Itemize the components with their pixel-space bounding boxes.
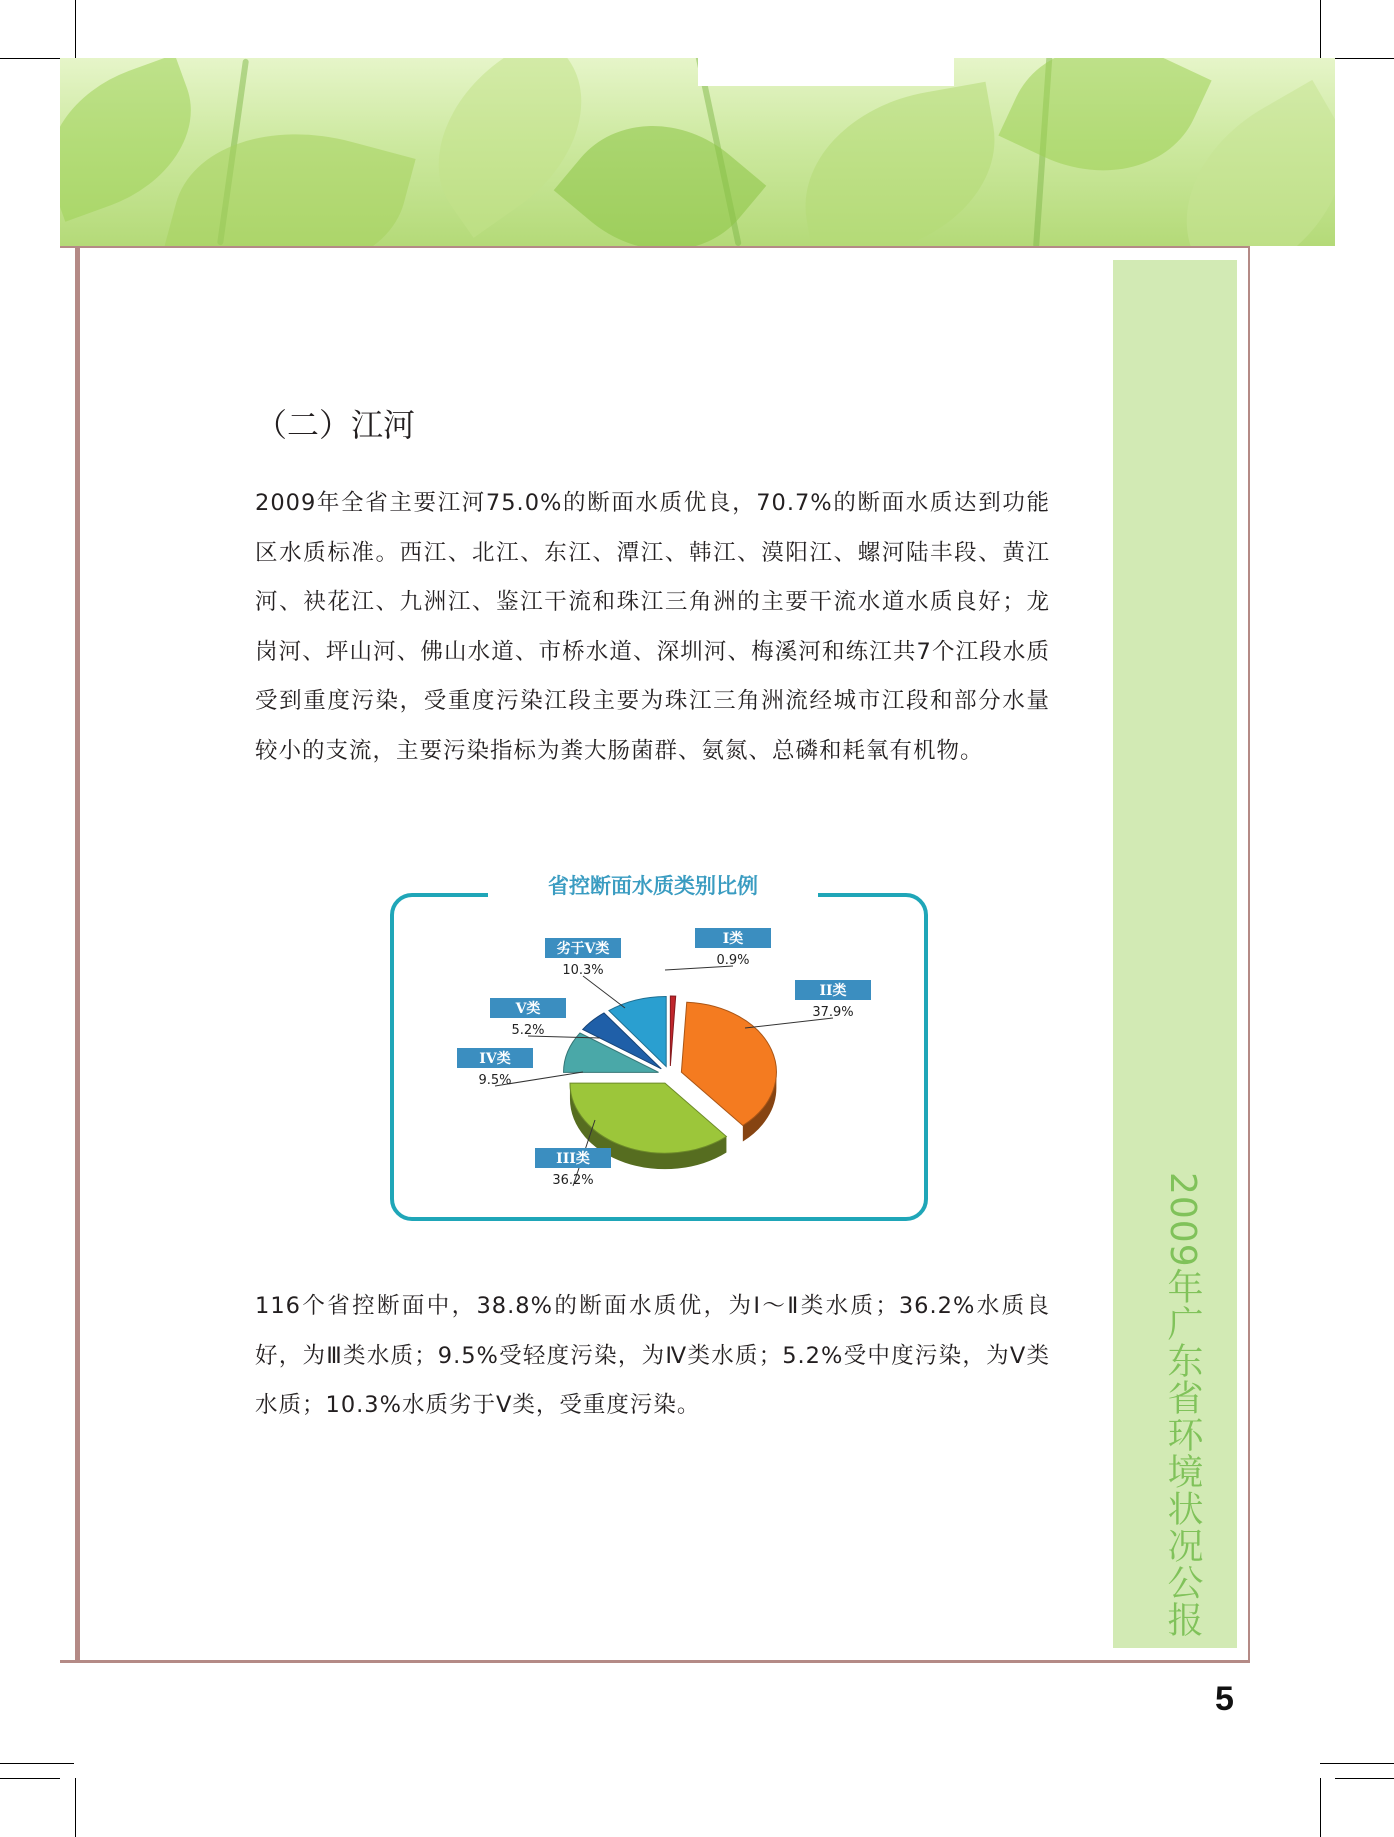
- pie-chart: [395, 900, 915, 1210]
- category-label-class-iii: III类: [556, 1151, 590, 1167]
- crop-mark: [1320, 1763, 1394, 1764]
- category-label-class-ii: II类: [819, 983, 847, 999]
- crop-mark: [0, 1763, 74, 1764]
- page-number: 5: [1215, 1680, 1234, 1718]
- value-label-class-v: 5.2%: [511, 1023, 545, 1038]
- crop-mark: [0, 1778, 60, 1779]
- value-label-class-iii: 36.2%: [552, 1173, 594, 1188]
- category-label-class-i: I类: [722, 931, 744, 947]
- value-label-class-ii: 37.9%: [812, 1005, 854, 1020]
- crop-mark: [1335, 1778, 1394, 1779]
- crop-mark: [1320, 1778, 1321, 1837]
- value-label-class-worse-v: 10.3%: [562, 963, 604, 978]
- crop-mark: [1320, 0, 1321, 58]
- crop-mark: [1335, 58, 1394, 59]
- category-label-class-worse-v: 劣于V类: [556, 941, 610, 957]
- frame-border: [60, 1660, 1250, 1663]
- leaf-decoration: [788, 82, 1011, 246]
- paragraph-sections: 116个省控断面中，38.8%的断面水质优，为Ⅰ～Ⅱ类水质；36.2%水质良好，为Ⅲ类水质；9.5%受轻度污染，为Ⅳ类水质；5.2%受中度污染，为Ⅴ类水质；10.3%水质劣于Ⅴ类，受重度污染。: [255, 1293, 1050, 1418]
- leaf-decoration: [164, 102, 415, 246]
- value-label-class-i: 0.9%: [716, 953, 750, 968]
- sidebar-title: 2009年广东省环境状况公报: [1162, 1172, 1203, 1638]
- crop-mark: [75, 1778, 76, 1837]
- pie-slice-class-ii: [681, 1002, 776, 1125]
- frame-border: [60, 246, 1250, 248]
- crop-mark: [0, 58, 60, 59]
- crop-mark: [75, 0, 76, 58]
- section-heading: （二）江河: [255, 406, 416, 444]
- category-label-class-v: V类: [515, 1001, 541, 1017]
- frame-border: [1248, 246, 1250, 1662]
- leaf-decoration: [998, 58, 1211, 207]
- category-label-class-iv: IV类: [479, 1051, 511, 1067]
- leaf-decoration: [554, 83, 767, 246]
- leader-line-class-worse-v: [583, 976, 625, 1008]
- pie-slice-class-i: [670, 996, 675, 1066]
- value-label-class-iv: 9.5%: [478, 1073, 512, 1088]
- paragraph-rivers: 2009年全省主要江河75.0%的断面水质优良，70.7%的断面水质达到功能区水质标准。西江、北江、东江、潭江、韩江、漠阳江、螺河陆丰段、黄江河、袂花江、九洲江、鉴江干流和珠江三角洲的主要干流水道水质良好；龙岗河、坪山河、佛山水道、市桥水道、深圳河、梅溪河和练江共7个江段水质受到重度污染，受重度污染江段主要为珠江三角洲流经城市江段和部分水量较小的支流，主要污染指标为粪大肠菌群、氨氮、总磷和耗氧有机物。: [255, 490, 1050, 764]
- chart-title: 省控断面水质类别比例: [488, 870, 818, 900]
- header-banner-image: [60, 58, 1335, 246]
- banner-tab: [698, 58, 954, 86]
- frame-border: [75, 246, 80, 1662]
